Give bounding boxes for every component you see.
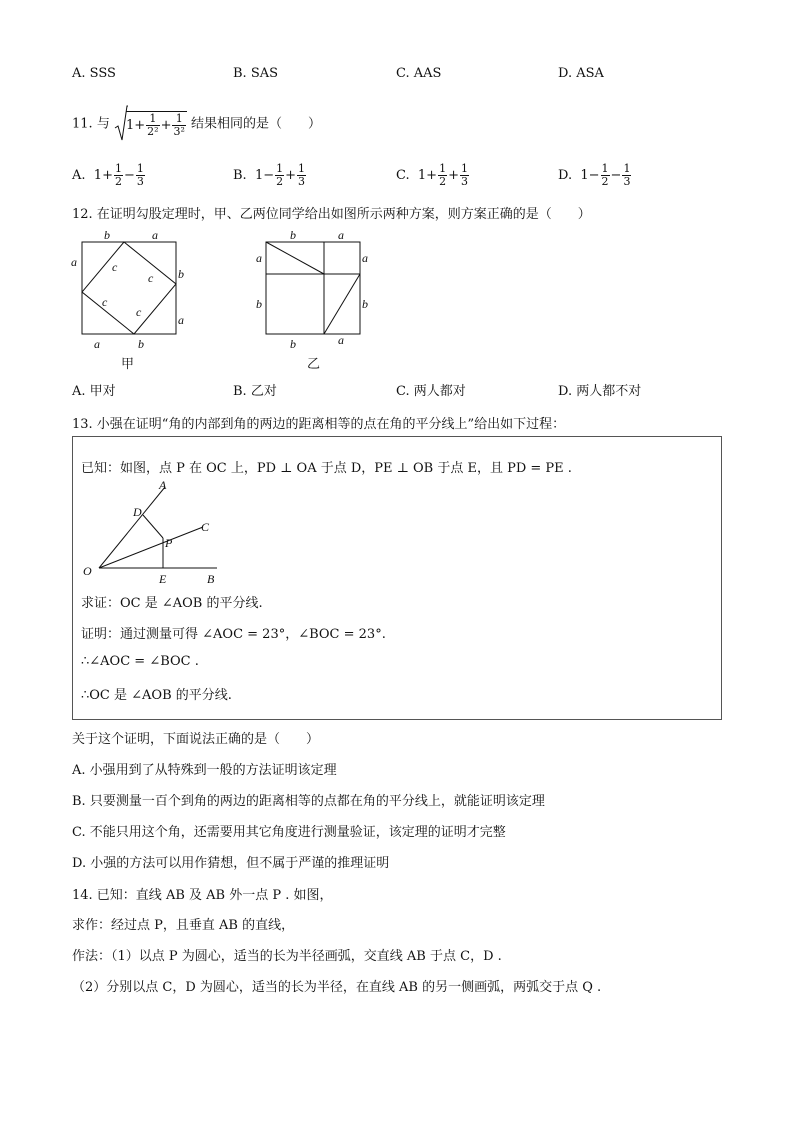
q11-option-c-f2: [460, 163, 469, 188]
q11-option-d-f2-n: 1: [623, 162, 631, 175]
fig-yi-label-a-left: a: [256, 251, 262, 265]
q11-option-b-op: +: [285, 168, 297, 183]
q13-subquestion: 关于这个证明，下面说法正确的是（ ）: [72, 732, 320, 747]
q11-option-a-f1-d: 2: [114, 175, 122, 188]
fig-jia-label-a-left: a: [71, 255, 77, 269]
q13-option-c: C. 不能只用这个角，还需要用其它角度进行测量验证，该定理的证明才完整: [72, 825, 506, 840]
q13-fig-label-P: P: [165, 536, 173, 550]
q11-option-c-f2-d: 3: [460, 175, 468, 188]
q11-one-plus: 1+: [125, 117, 146, 133]
q14-line2: 求作：经过点 P，且垂直 AB 的直线，: [72, 918, 295, 933]
fig-jia-label-a-right: a: [178, 313, 184, 327]
q11-option-b-f1-n: 1: [276, 162, 284, 175]
q11-option-c-label: C.: [396, 168, 410, 183]
q13-fig-label-A: A: [159, 479, 167, 492]
q13-fig-label-D: D: [133, 505, 142, 519]
q14-line4: （2）分别以点 C，D 为圆心，适当的长为半径，在直线 AB 的另一侧画弧，两弧交于点 Q .: [72, 980, 602, 995]
q12-figure-jia: [64, 226, 194, 372]
q11-option-c-f1-d: 2: [439, 175, 447, 188]
q13-step1: ∴∠AOC = ∠BOC .: [81, 654, 199, 669]
q13-option-a: A. 小强用到了从特殊到一般的方法证明该定理: [72, 763, 337, 778]
q11-plus: +: [160, 117, 172, 133]
q11-option-c-f2-n: 1: [460, 162, 468, 175]
q11-option-c-f1: [438, 163, 447, 188]
q10-option-d: D. ASA: [558, 66, 604, 81]
q11-option-b-prefix: 1−: [254, 168, 275, 183]
q10-option-b: B. SAS: [233, 66, 279, 81]
q11-option-a-f2-d: 3: [136, 175, 144, 188]
q14-line1: 14. 已知：直线 AB 及 AB 外一点 P . 如图，: [72, 888, 333, 903]
q13-option-b: B. 只要测量一百个到角的两边的距离相等的点都在角的平分线上，就能证明该定理: [72, 794, 545, 809]
q13-proof: 证明：通过测量可得 ∠AOC = 23°，∠BOC = 23°.: [81, 627, 386, 642]
q12-option-d: D. 两人都不对: [558, 384, 642, 399]
fig-jia-label-a-bottom: a: [94, 337, 100, 351]
q11-option-b-f1: [275, 163, 284, 188]
q11-option-b-f2: [297, 163, 306, 188]
q11-frac1: [146, 113, 159, 138]
q12-option-a: A. 甲对: [72, 384, 116, 399]
q11-option-d-f1: [601, 163, 610, 188]
fig-jia-label-a-top: a: [152, 228, 158, 242]
fig-jia-label-c-1: c: [112, 260, 118, 274]
q11-option-a-prefix: 1+: [93, 168, 113, 183]
q13-option-d: D. 小强的方法可以用作猜想，但不属于严谨的推理证明: [72, 856, 390, 871]
q11-option-d-op: −: [610, 168, 622, 183]
q12-option-b: B. 乙对: [233, 384, 277, 399]
q11-frac1-den: 2²: [147, 124, 159, 138]
q11-option-c: [396, 158, 470, 194]
q11-frac2-num: 1: [172, 113, 185, 126]
q11-option-b: [233, 158, 307, 194]
q11-frac2-den: 3²: [173, 124, 185, 138]
q11-option-d-f1-d: 2: [601, 175, 609, 188]
q10-option-a: A. SSS: [72, 66, 116, 81]
q11-option-c-op: +: [448, 168, 459, 183]
q11-suffix: 结果相同的是（ ）: [191, 116, 322, 132]
q13-angle-figure: [79, 479, 229, 589]
q11-option-a: [72, 158, 146, 194]
q12-option-c: C. 两人都对: [396, 384, 466, 399]
q13-prove: 求证：OC 是 ∠AOB 的平分线.: [81, 596, 263, 611]
fig-jia-label-b-bottom: b: [138, 337, 144, 351]
q11-stem: [72, 104, 321, 144]
q11-option-a-f1-n: 1: [114, 162, 122, 175]
fig-jia-caption: 甲: [121, 357, 135, 372]
q13-question: 13. 小强在证明“角的内部到角的两边的距离相等的点在角的平分线上”给出如下过程：: [72, 417, 566, 432]
q11-option-a-f2-n: 1: [136, 162, 144, 175]
q11-options: [0, 158, 794, 194]
q13-fig-label-E: E: [159, 572, 167, 586]
q11-option-d-f1-n: 1: [601, 162, 609, 175]
q11-option-c-f1-n: 1: [439, 162, 447, 175]
fig-yi-label-b-top: b: [290, 228, 296, 242]
q14-line3: 作法：（1）以点 P 为圆心，适当的长为半径画弧，交直线 AB 于点 C，D .: [72, 949, 502, 964]
q11-option-b-f2-n: 1: [298, 162, 306, 175]
q11-frac2: [172, 113, 185, 138]
fig-yi-label-a-top: a: [338, 228, 344, 242]
q13-given: 已知：如图，点 P 在 OC 上，PD ⊥ OA 于点 D，PE ⊥ OB 于点 E，且 PD = PE .: [81, 461, 572, 476]
q11-number: 11.: [72, 116, 93, 132]
fig-yi-caption: 乙: [307, 357, 321, 372]
q13-step2: ∴OC 是 ∠AOB 的平分线.: [81, 688, 232, 703]
q11-option-d-label: D.: [558, 168, 573, 183]
fig-yi-label-b-left: b: [256, 297, 262, 311]
fig-jia-label-c-3: c: [102, 295, 108, 309]
fig-yi-label-b-right: b: [362, 297, 368, 311]
q11-option-b-f1-d: 2: [276, 175, 284, 188]
fig-jia-label-b-top: b: [104, 228, 110, 242]
q10-options: [0, 66, 794, 90]
q13-fig-label-C: C: [201, 520, 210, 534]
q11-option-a-f2: [136, 163, 145, 188]
fig-jia-label-c-4: c: [136, 305, 142, 319]
q13-fig-label-B: B: [207, 572, 215, 586]
fig-yi-label-a-bottom: a: [338, 333, 344, 347]
q11-option-d: [558, 158, 632, 194]
q12-options: [0, 380, 794, 404]
q10-option-c: C. AAS: [396, 66, 442, 81]
q13-proof-box: [72, 436, 722, 720]
q11-frac1-num: 1: [146, 113, 159, 126]
fig-yi-label-a-right: a: [362, 251, 368, 265]
q13-fig-label-O: O: [83, 564, 92, 578]
q11-option-d-f2-d: 3: [623, 175, 631, 188]
q11-prefix: 与: [96, 116, 110, 132]
q12-question: 12. 在证明勾股定理时，甲、乙两位同学给出如图所示两种方案，则方案正确的是（ ）: [72, 207, 591, 222]
q11-option-b-f2-d: 3: [298, 175, 306, 188]
q11-option-a-label: A.: [72, 168, 86, 183]
q11-option-d-f2: [622, 163, 631, 188]
q11-option-c-prefix: 1+: [417, 168, 438, 183]
fig-yi-label-b-bottom: b: [290, 337, 296, 351]
q11-option-a-op: −: [123, 168, 135, 183]
fig-jia-label-c-2: c: [148, 271, 154, 285]
q11-option-b-label: B.: [233, 168, 247, 183]
fig-jia-label-b-right: b: [178, 267, 184, 281]
q11-radicand: [126, 111, 187, 138]
q11-option-d-prefix: 1−: [580, 168, 600, 183]
q12-figure-yi: [252, 226, 382, 372]
q11-option-a-f1: [114, 163, 123, 188]
